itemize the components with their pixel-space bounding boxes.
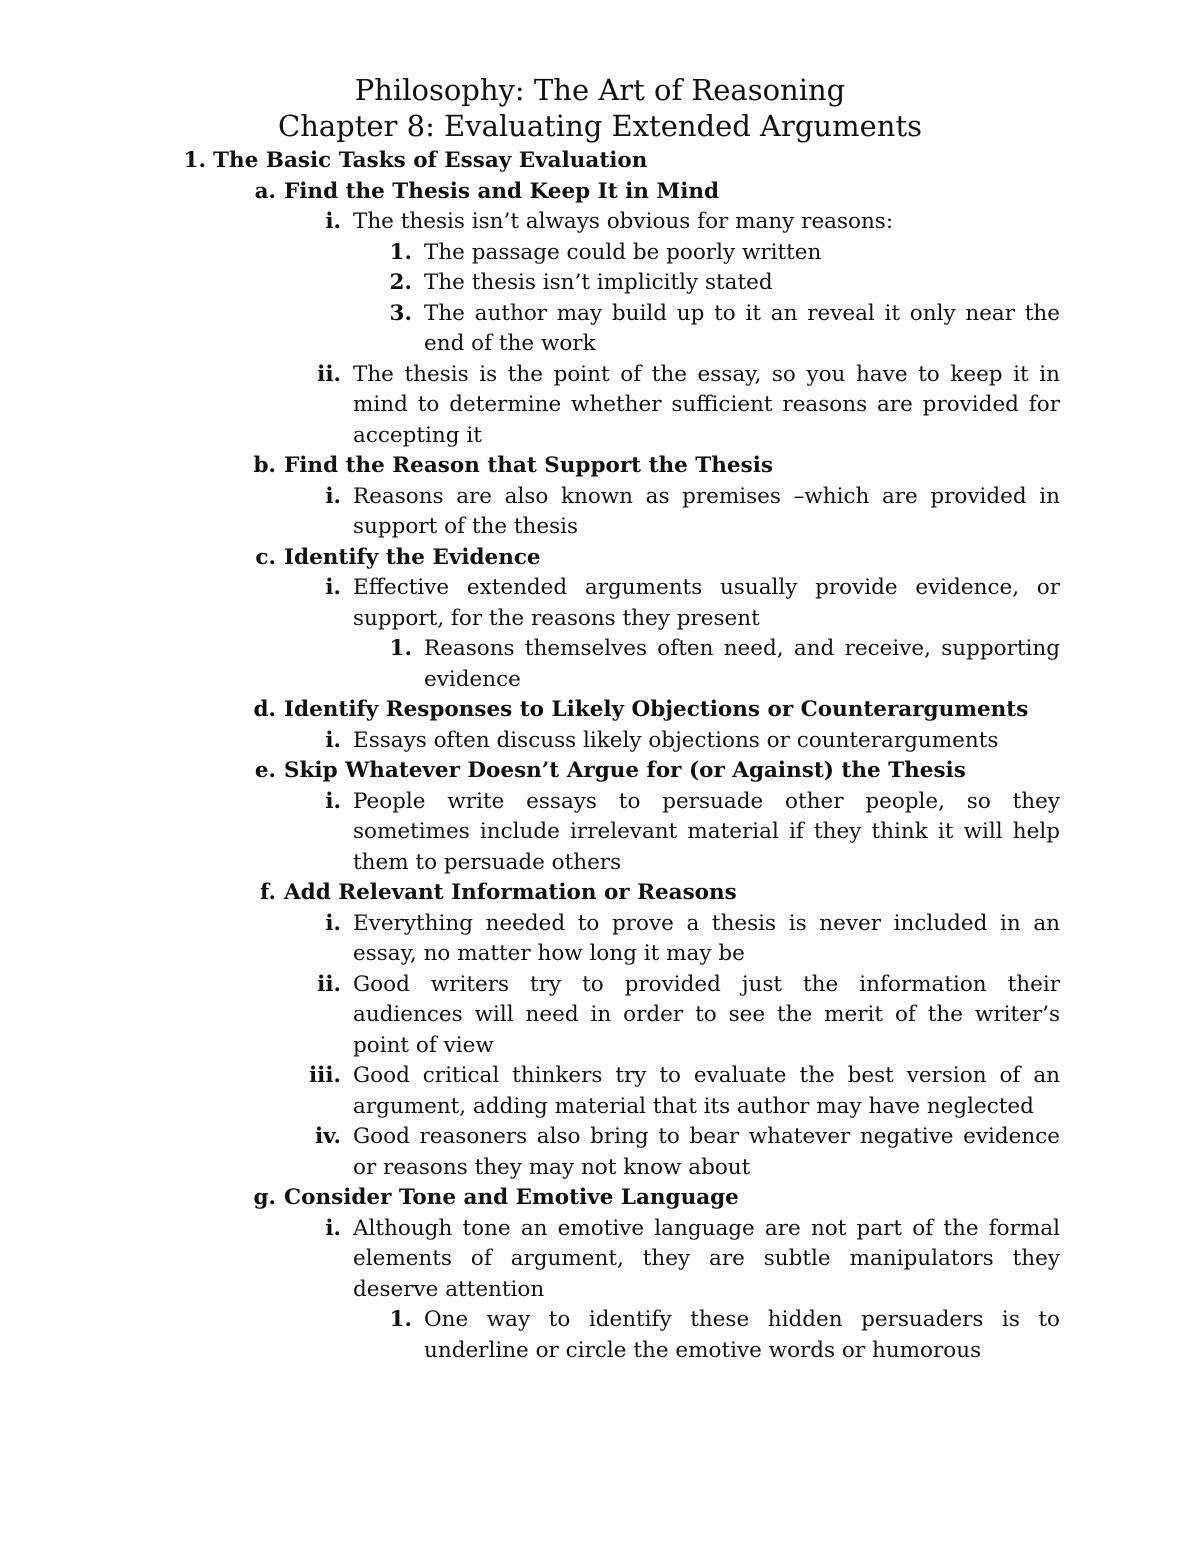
- subsection-heading-text: Consider Tone and Emotive Language: [284, 1185, 739, 1210]
- subsection-heading-text: Find the Thesis and Keep It in Mind: [284, 178, 720, 204]
- list-item-marker: ii.: [317, 361, 341, 387]
- sub-list-item-text: The author may build up to it an reveal it only near the end of the work: [424, 300, 1060, 356]
- sub-list-item-marker: 2.: [389, 270, 412, 295]
- list-item-text: Although tone an emotive language are not part of the formal elements of argument, they are subtle manipulators they deserve attention: [353, 1215, 1060, 1302]
- list-item-marker: iii.: [309, 1063, 341, 1088]
- sub-list-item-marker: 3.: [389, 300, 412, 326]
- section-heading-marker: 1.: [183, 148, 206, 173]
- outline: [0, 146, 1200, 1366]
- subsection-heading: [0, 543, 1200, 574]
- list-item: [0, 726, 1200, 757]
- subsection-heading: [0, 878, 1200, 909]
- subsection-heading-marker: f.: [260, 880, 276, 905]
- list-item: [0, 970, 1200, 1062]
- sub-list-item-text: One way to identify these hidden persuaders is to underline or circle the emotive words or humorous: [424, 1307, 1060, 1363]
- document-title: Philosophy: The Art of Reasoning: [354, 73, 846, 107]
- subsection-heading-text: Identify Responses to Likely Objections or Counterarguments: [284, 697, 1029, 722]
- subsection-heading-text: Find the Reason that Support the Thesis: [284, 453, 773, 478]
- list-item-marker: i.: [325, 1215, 341, 1241]
- subsection-heading: [0, 451, 1200, 482]
- list-item-marker: iv.: [315, 1124, 341, 1149]
- list-item-text: Reasons are also known as premises –which are provided in support of the thesis: [353, 483, 1060, 539]
- list-item-marker: i.: [325, 727, 341, 753]
- list-item: [0, 909, 1200, 970]
- sub-list-item: [0, 238, 1200, 269]
- list-item: [0, 207, 1200, 238]
- sub-list-item-marker: 1.: [389, 1307, 412, 1332]
- sub-list-item-text: The thesis isn’t implicitly stated: [424, 270, 773, 295]
- list-item-marker: i.: [325, 910, 341, 936]
- subsection-heading: [0, 756, 1200, 787]
- title-block: [0, 72, 1200, 144]
- sub-list-item-text: The passage could be poorly written: [424, 239, 822, 265]
- subsection-heading-marker: d.: [253, 697, 276, 722]
- list-item-marker: i.: [325, 575, 341, 600]
- subsection-heading-text: Identify the Evidence: [284, 544, 541, 570]
- list-item-text: Effective extended arguments usually provide evidence, or support, for the reasons they present: [353, 575, 1060, 631]
- list-item-text: The thesis is the point of the essay, so you have to keep it in mind to determine whether sufficient reasons are provided for accepting it: [353, 361, 1060, 448]
- list-item-text: Good critical thinkers try to evaluate the best version of an argument, adding material that its author may have neglected: [353, 1063, 1060, 1119]
- subsection-heading-marker: a.: [254, 178, 276, 204]
- list-item: [0, 573, 1200, 634]
- section-heading-text: The Basic Tasks of Essay Evaluation: [213, 148, 648, 173]
- list-item-text: Good reasoners also bring to bear whatever negative evidence or reasons they may not know about: [353, 1124, 1060, 1180]
- list-item-text: Everything needed to prove a thesis is never included in an essay, no matter how long it may be: [353, 910, 1060, 966]
- subsection-heading-marker: e.: [254, 758, 276, 783]
- list-item: [0, 360, 1200, 452]
- sub-list-item-text: Reasons themselves often need, and receive, supporting evidence: [424, 636, 1060, 692]
- list-item: [0, 482, 1200, 543]
- subsection-heading: [0, 695, 1200, 726]
- list-item-marker: i.: [325, 788, 341, 814]
- sub-list-item: [0, 268, 1200, 299]
- subsection-heading-marker: c.: [255, 544, 276, 570]
- list-item: [0, 1214, 1200, 1306]
- list-item-marker: i.: [325, 483, 341, 509]
- document-subtitle: Chapter 8: Evaluating Extended Arguments: [278, 109, 922, 143]
- list-item: [0, 1061, 1200, 1122]
- list-item-marker: i.: [325, 209, 341, 234]
- list-item-text: Essays often discuss likely objections or counterarguments: [353, 727, 999, 753]
- subsection-heading-text: Skip Whatever Doesn’t Argue for (or Against) the Thesis: [284, 758, 966, 783]
- list-item-text: Good writers try to provided just the information their audiences will need in order to see the merit of the writer’s point of view: [353, 971, 1060, 1058]
- list-item: [0, 787, 1200, 879]
- subsection-heading: [0, 177, 1200, 208]
- sub-list-item-marker: 1.: [389, 636, 412, 661]
- subsection-heading-marker: g.: [253, 1185, 276, 1210]
- section-heading: [0, 146, 1200, 177]
- list-item-marker: ii.: [317, 971, 341, 997]
- list-item-text: The thesis isn’t always obvious for many reasons:: [353, 209, 894, 234]
- subsection-heading-marker: b.: [253, 453, 276, 478]
- subsection-heading-text: Add Relevant Information or Reasons: [284, 880, 737, 905]
- sub-list-item: [0, 1305, 1200, 1366]
- list-item: [0, 1122, 1200, 1183]
- sub-list-item-marker: 1.: [389, 239, 412, 265]
- sub-list-item: [0, 634, 1200, 695]
- sub-list-item: [0, 299, 1200, 360]
- list-item-text: People write essays to persuade other people, so they sometimes include irrelevant material if they think it will help them to persuade others: [353, 788, 1060, 875]
- subsection-heading: [0, 1183, 1200, 1214]
